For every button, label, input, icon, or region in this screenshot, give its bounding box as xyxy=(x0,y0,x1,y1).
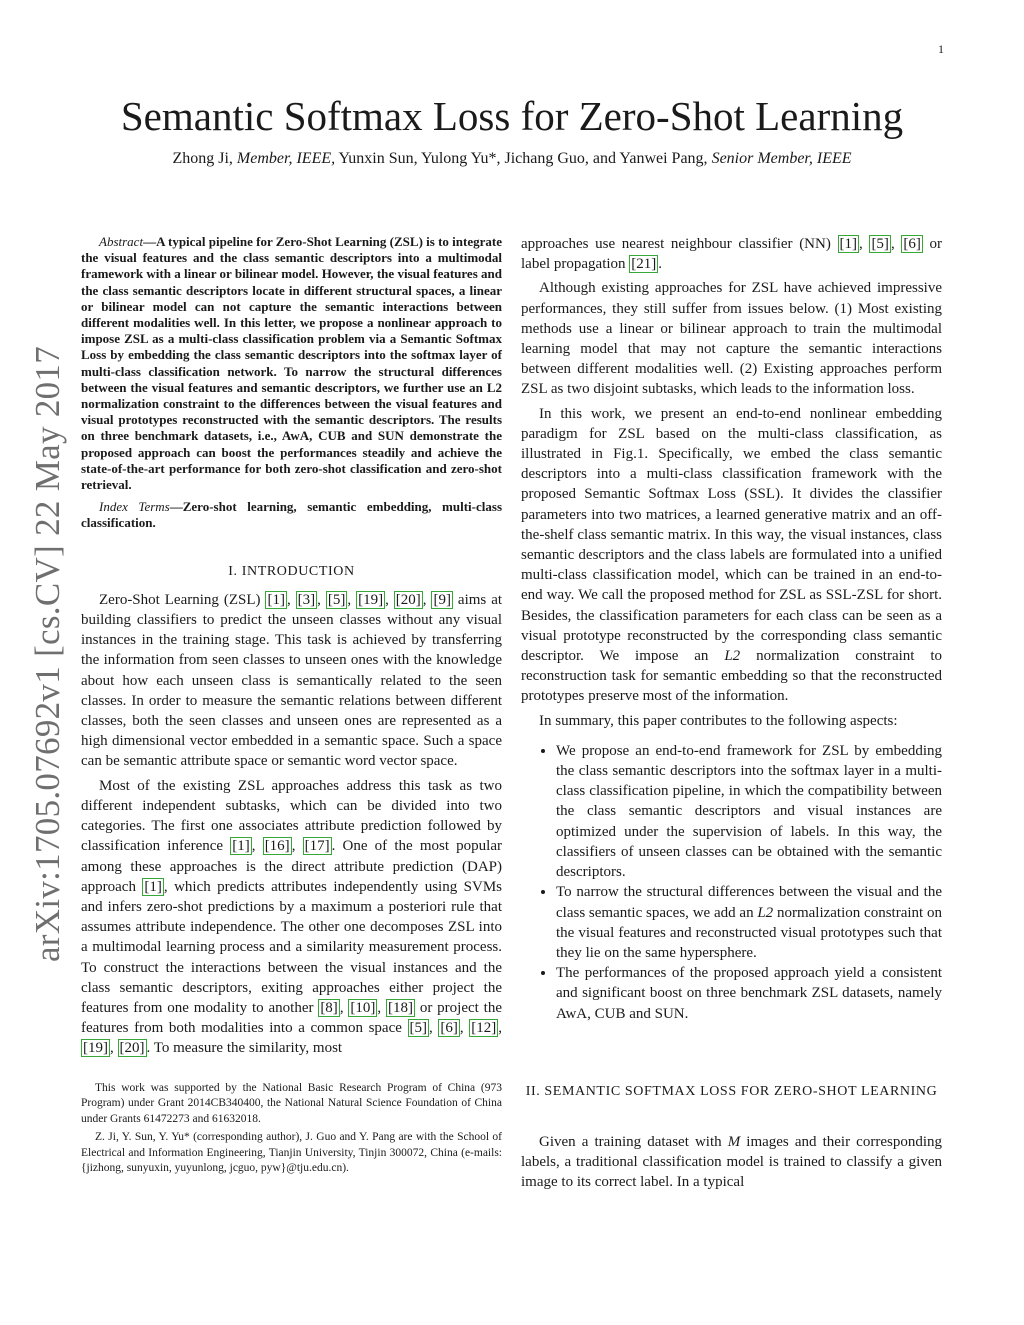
citation-link[interactable]: [19] xyxy=(83,1040,108,1057)
right-paragraph-1: Although existing approaches for ZSL have achieved impressive performances, they still suffer from issues below. (1) Most existing methods use a linear or bilinear approach to train the multimodal learning model that may not capture the semantic interactions between different modalities well. (2) Existing approaches perform ZSL as two disjoint subtasks, which leads to the information loss. xyxy=(521,280,942,398)
text-run: or project the features from both modalities into a common space xyxy=(81,999,502,1037)
citation-link[interactable]: [5] xyxy=(871,236,889,252)
citation-link[interactable]: [5] xyxy=(409,1020,428,1037)
citation-link[interactable]: [12] xyxy=(471,1020,497,1037)
author-line xyxy=(0,150,1024,168)
text-run: images and their corresponding labels, a traditional classification model is trained to classify a given image to its correct label. In a typical xyxy=(521,1133,942,1191)
list-item: • We propose an end-to-end framework for ZSL by embedding the class semantic descriptors into the softmax layer in a multi-class classification pipeline, in which the compatibility between the class semantic descriptors and visual instances are optimized under the supervision of labels. In this way, the classifiers of unseen classes can be obtained with the semantic descriptors. xyxy=(556,741,942,882)
citation-link[interactable]: [20] xyxy=(119,1040,145,1057)
citation-link[interactable]: [3] xyxy=(297,591,316,608)
right-paragraph-2 xyxy=(521,404,942,707)
math-l2: L2 xyxy=(724,648,741,665)
text-run: . xyxy=(658,256,663,273)
list-item xyxy=(556,882,942,963)
text-run: or label propagation xyxy=(521,236,943,273)
author-list: Yunxin Sun, Yulong Yu*, Jichang Guo, and Yanwei Pang, xyxy=(338,150,708,167)
left-column xyxy=(81,234,502,1177)
intro-paragraph-2: Most of the existing ZSL approaches address this task as two different independent subtasks, which can be divided into two categories. The first one associates attribute prediction followed by classification inference [1] , [16] , [17] . One of the most popular among these approaches is the direct attribute prediction (DAP) approach [1] , which predicts attributes independently using SVMs and infers zero-shot predictions by a maximum a posteriori rule that assumes attribute independence. The other one decomposes ZSL into a multimodal learning process and a similarity measurement process. To construct the interactions between the visual instances and the class semantic descriptors, exiting approaches either project the features from one modality to another [8] , [10] , [18] or project the features from both modalities into a common space [5] , [6] , [12] , [19] , [20] . To measure the similarity, most xyxy=(81,777,503,1057)
citation-link[interactable]: [19] xyxy=(358,591,384,608)
arxiv-stamp[interactable]: arXiv:1705.07692v1 [cs.CV] 22 May 2017 xyxy=(28,345,67,963)
citation-link[interactable]: [9] xyxy=(433,591,451,608)
citation-link[interactable]: [16] xyxy=(264,838,290,855)
right-paragraph-3: In summary, this paper contributes to the following aspects: xyxy=(539,712,898,729)
citation-link[interactable]: [20] xyxy=(395,591,421,608)
author-1: Zhong Ji, xyxy=(172,150,233,167)
section-heading-introduction: I. INTRODUCTION xyxy=(228,563,355,579)
citation-link[interactable]: [6] xyxy=(903,236,921,252)
text-run: . To measure the similarity, most xyxy=(146,1040,343,1057)
contribution-list xyxy=(521,741,942,1024)
citation-link[interactable]: [1] xyxy=(232,838,250,855)
citation-link[interactable]: [6] xyxy=(440,1020,458,1037)
right-column xyxy=(521,234,942,1192)
index-terms xyxy=(81,499,502,531)
index-terms-text: —Zero-shot learning, semantic embedding, multi-class classification. xyxy=(81,499,502,531)
citation-link[interactable]: [1] xyxy=(839,236,858,252)
intro-paragraph-1: Zero-Shot Learning (ZSL) [1] , [3] , [5] , [19] , [20] , [9] aims at building classifiers to predict the unseen classes without any visual instances in the training stage. This task is achieved by transferring the information from seen classes to unseen ones with the knowledge about how each unseen class is semantically related to the seen classes. In order to measure the semantic relations between different classes, both the seen classes and unseen ones are represented as a high dimensional vector embedded in a semantic space. Such a space can be semantic attribute space or semantic word vector space. xyxy=(81,591,503,770)
abstract-label: Abstract xyxy=(99,234,144,249)
citation-link[interactable]: [1] xyxy=(144,878,162,895)
abstract-text: —A typical pipeline for Zero-Shot Learning (ZSL) is to integrate the visual features and the class semantic descriptors into a multimodal framework with a linear or bilinear model. However, the visual features and the class semantic descriptors locate in different structural spaces, a linear or bilinear model can not capture the semantic interactions between different modalities well. In this letter, we propose a nonlinear approach to impose ZSL as a multi-class classification problem via a Semantic Softmax Loss by embedding the class semantic descriptors into the softmax layer of multi-class classification network. To narrow the structural differences between the visual features and semantic descriptors, we further use an L2 normalization constraint to the differences between the visual features and visual prototypes reconstructed with the semantic descriptors. The results on three benchmark datasets, i.e., AwA, CUB and SUN demonstrate the proposed approach can boost the performances steadily and achieve the state-of-the-art performance for both zero-shot classification and zero-shot retrieval. xyxy=(81,234,502,493)
citation-link[interactable]: [10] xyxy=(350,999,376,1016)
citation-link[interactable]: [17] xyxy=(304,838,330,855)
text-run: Most of the existing ZSL approaches address this task as two different independent subtasks, which can be divided into two categories. The first one associates attribute prediction followed by classification inference xyxy=(81,777,502,855)
right-paragraph-0: approaches use nearest neighbour classifier (NN) [1] , [5] , [6] or label propagation [21] . xyxy=(521,236,943,273)
section-heading-ssl: II. SEMANTIC SOFTMAX LOSS FOR ZERO-SHOT LEARNING xyxy=(525,1083,938,1099)
abstract xyxy=(81,234,502,493)
right-paragraph-4 xyxy=(521,1132,942,1193)
text-run: aims at building classifiers to predict the unseen classes without any visual instances in the training stage. This task is achieved by transferring the information from seen classes to unseen ones with the knowledge about how each unseen class is semantically related to the seen classes. In order to measure the semantic relations between different classes, both the seen classes and unseen ones are represented as a high dimensional vector embedded in a semantic space. Such a space can be semantic attribute space or semantic word vector space. xyxy=(81,591,503,770)
text-run: Given a training dataset with xyxy=(539,1133,728,1150)
citation-link[interactable]: [21] xyxy=(631,256,657,273)
citation-link[interactable]: [1] xyxy=(267,591,285,608)
text-run: , which predicts attributes independently using SVMs and infers zero-shot predictions by a maximum a posteriori rule that assumes attribute independence. The other one decomposes ZSL into a multimodal learning process and a similarity measurement process. To construct the interactions between the visual instances and the class semantic descriptors, exiting approaches either project the features from one modality to another xyxy=(81,878,503,1016)
footnote-affiliation: Z. Ji, Y. Sun, Y. Yu* (corresponding author), J. Guo and Y. Pang are with the School of Electrical and Information Engineering, Tianjin University, Tinjin 300072, China (e-mails: {jizhong, sunyuxin, yuyunlong, jcguo, pyw}@tju.edu.cn). xyxy=(81,1131,502,1175)
text-run: normalization constraint on the visual features and reconstructed visual prototypes such that they lie on the same hypersphere. xyxy=(556,904,942,961)
text-run: Zero-Shot Learning (ZSL) xyxy=(99,591,266,608)
index-terms-label: Index Terms xyxy=(99,499,170,515)
text-run: To narrow the structural differences between the visual and the class semantic spaces, we add an xyxy=(556,884,942,921)
author-list-role: Senior Member, IEEE xyxy=(711,150,852,167)
math-l2: L2 xyxy=(757,904,774,921)
citation-link[interactable]: [18] xyxy=(388,999,413,1016)
citation-link[interactable]: [8] xyxy=(320,999,338,1016)
list-item: • The performances of the proposed approach yield a consistent and significant boost on three benchmark ZSL datasets, namely AwA, CUB and SUN. xyxy=(556,963,942,1024)
page-number: 1 xyxy=(938,42,944,56)
text-run: . One of the most popular among these approaches is the direct attribute prediction (DAP) approach xyxy=(81,838,502,895)
text-run: approaches use nearest neighbour classifier (NN) xyxy=(521,236,838,252)
citation-link[interactable]: [5] xyxy=(327,591,346,608)
author-1-role: Member, IEEE, xyxy=(236,150,336,167)
paper-title: Semantic Softmax Loss for Zero-Shot Learning xyxy=(120,93,904,139)
footnote-funding: This work was supported by the National Basic Research Program of China (973 Program) under Grant 2014CB340400, the National Natural Science Foundation of China under Grants 61472273 and 61632018. xyxy=(81,1081,502,1125)
text-run: In this work, we present an end-to-end nonlinear embedding paradigm for ZSL based on the multi-class classification, as illustrated in Fig.1. Specifically, we embed the class semantic descriptors into a multi-class classification framework with the proposed Semantic Softmax Loss (SSL). It divides the classifier parameters into two matrices, a learned generative matrix and an off-the-shelf class semantic matrix. In this way, the visual instances, class semantic descriptors and the class labels are formulated into a unified multi-class classification model, which can be trained in an end-to-end way. We call the proposed method for ZSL as SSL-ZSL for short. Besides, the classification parameters for each class can be seen as a visual prototype reconstructed by the corresponding class semantic descriptor. We impose an xyxy=(521,405,942,665)
math-m: M xyxy=(727,1133,741,1150)
text-run: normalization constraint to reconstruction task for semantic embedding so that the reconstructed prototypes preserve most of the information. xyxy=(521,648,943,705)
